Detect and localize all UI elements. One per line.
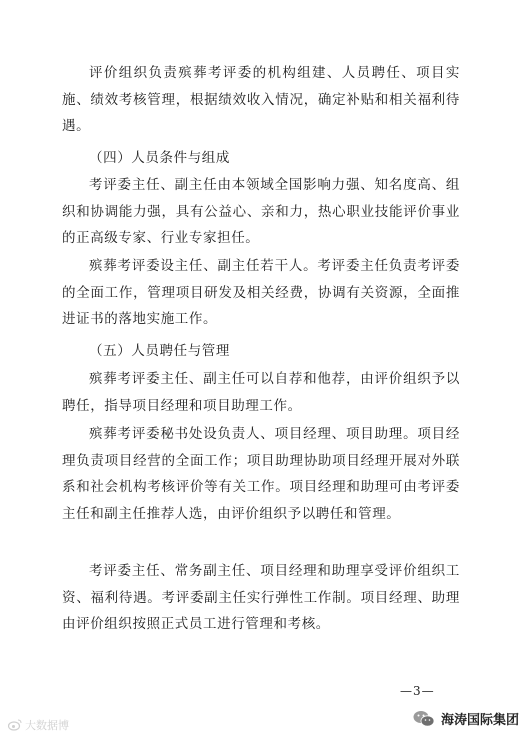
weibo-watermark [8,717,69,733]
paragraph-secretariat: 殡葬考评委秘书处设负责人、项目经理、项目助理。项目经理负责项目经营的全面工作；项目助理协助项目经理开展对外联系和社会机构考核评价等有关工作。项目经理和助理可由考评委主任和副主任推荐人选，由评价组织予以聘任和管理。 [62,426,460,522]
weibo-watermark-text: 大数据博 [25,719,69,732]
section-heading-appointment-management: （五）人员聘任与管理 [89,343,230,359]
paragraph-committee-structure: 殡葬考评委设主任、副主任若干人。考评委主任负责考评委的全面工作，管理项目研发及相关经费，协调有关资源，全面推进证书的落地实施工作。 [62,258,460,327]
paragraph-director-appointment: 殡葬考评委主任、副主任可以自荐和他荐，由评价组织予以聘任，指导项目经理和项目助理工作。 [62,371,460,414]
wechat-icon [413,710,435,728]
paragraph-compensation: 考评委主任、常务副主任、项目经理和助理享受评价组织工资、福利待遇。考评委副主任实行弹性工作制。项目经理、助理由评价组织按照正式员工进行管理和考核。 [62,563,460,632]
wechat-brand [413,709,519,728]
section-heading-personnel-conditions: （四）人员条件与组成 [89,150,230,166]
brand-name: 海涛国际集团 [440,713,519,728]
page-number: —3— [400,684,435,698]
paragraph-director-qualifications: 考评委主任、副主任由本领域全国影响力强、知名度高、组织和协调能力强，具有公益心、亲和力，热心职业技能评价事业的正高级专家、行业专家担任。 [62,177,460,246]
paragraph-organization-responsibility: 评价组织负责殡葬考评委的机构组建、人员聘任、项目实施、绩效考核管理，根据绩效收入情况，确定补贴和相关福利待遇。 [62,65,460,134]
weibo-icon [8,719,22,731]
